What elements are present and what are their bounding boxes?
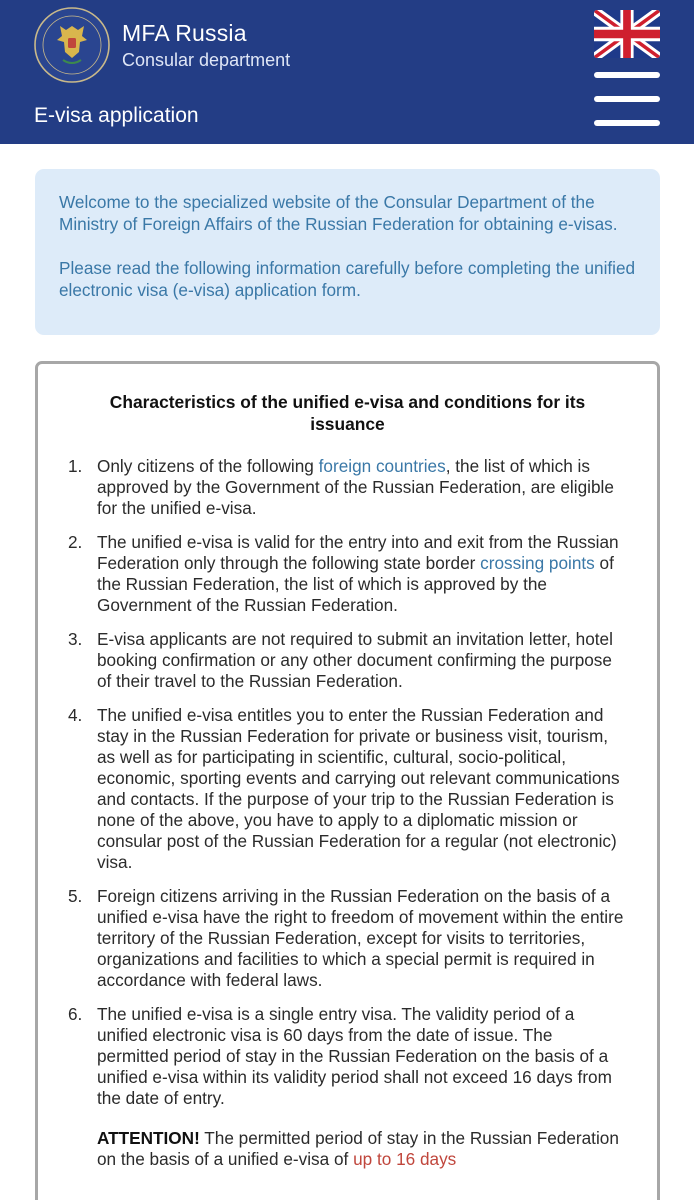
characteristics-title: Characteristics of the unified e-visa and conditions for its issuance: [109, 392, 586, 434]
list-item: [68, 705, 627, 873]
list-item: [68, 456, 627, 519]
list-item-number: 3.: [68, 629, 83, 649]
attention-text: The permitted period of stay in the Russian Federation on the basis of a unified e-visa of: [97, 1128, 619, 1169]
brand-title: MFA Russia: [122, 20, 247, 46]
list-item-number: 5.: [68, 886, 83, 906]
list-item-number: 6.: [68, 1004, 83, 1024]
site-header: [0, 0, 694, 144]
attention-label: ATTENTION!: [97, 1128, 200, 1148]
crossing-points-link[interactable]: crossing points: [480, 553, 595, 573]
list-item-text: The unified e-visa is a single entry visa. The validity period of a unified electronic visa is 60 days from the date of issue. The permitted period of stay in the Russian Federation on the basis of a unified e-visa within its validity period shall not exceed 16 days from the date of entry.: [97, 1004, 612, 1108]
welcome-paragraph: Welcome to the specialized website of the Consular Department of the Ministry of Foreign Affairs of the Russian Federation for obtaining e-visas.: [59, 192, 618, 234]
attention-notice: [68, 1128, 627, 1170]
instruction-paragraph: Please read the following information carefully before completing the unified electronic visa (e-visa) application form.: [59, 258, 636, 300]
list-item-text: The unified e-visa is valid for the entry into and exit from the Russian Federation only through the following state border: [97, 532, 619, 573]
list-item-text: Only citizens of the following: [97, 456, 319, 476]
stay-period-link[interactable]: up to 16 days: [353, 1149, 457, 1169]
list-item: [68, 886, 627, 991]
hamburger-menu-icon[interactable]: [594, 70, 660, 128]
page-title: E-visa application: [34, 104, 199, 127]
list-item-text: E-visa applicants are not required to submit an invitation letter, hotel booking confirmation or any other document confirming the purpose of their travel to the Russian Federation.: [97, 629, 613, 691]
list-item: [68, 1004, 627, 1109]
consular-emblem-icon[interactable]: [33, 6, 111, 84]
list-item-text: of the Russian Federation, the list of which is approved by the Government of the Russian Federation.: [97, 553, 614, 615]
list-item-number: 1.: [68, 456, 83, 476]
welcome-notice: [35, 169, 660, 335]
list-item: [68, 532, 627, 616]
conditions-list: [68, 456, 627, 1109]
list-item-number: 4.: [68, 705, 83, 725]
characteristics-card: [35, 361, 660, 1200]
list-item-text: The unified e-visa entitles you to enter the Russian Federation and stay in the Russian Federation for private or business visit, tourism, as well as for participating in scientific, cultural, socio-political, economic, sporting events and carrying out relevant communications and contacts. If the purpose of your trip to the Russian Federation is none of the above, you have to apply to a diplomatic mission or consular post of the Russian Federation for a regular (not electronic) visa.: [97, 705, 620, 872]
list-item-text: Foreign citizens arriving in the Russian Federation on the basis of a unified e-visa have the right to freedom of movement within the entire territory of the Russian Federation, except for visits to territories, organizations and facilities to which a special permit is required in accordance with federal laws.: [97, 886, 624, 990]
list-item-number: 2.: [68, 532, 83, 552]
list-item-text: , the list of which is approved by the Government of the Russian Federation, are eligible for the unified e-visa.: [97, 456, 614, 518]
brand-subtitle: Consular department: [122, 50, 291, 70]
uk-flag-icon[interactable]: [594, 10, 660, 58]
foreign-countries-link[interactable]: foreign countries: [318, 456, 446, 476]
list-item: [68, 629, 627, 692]
